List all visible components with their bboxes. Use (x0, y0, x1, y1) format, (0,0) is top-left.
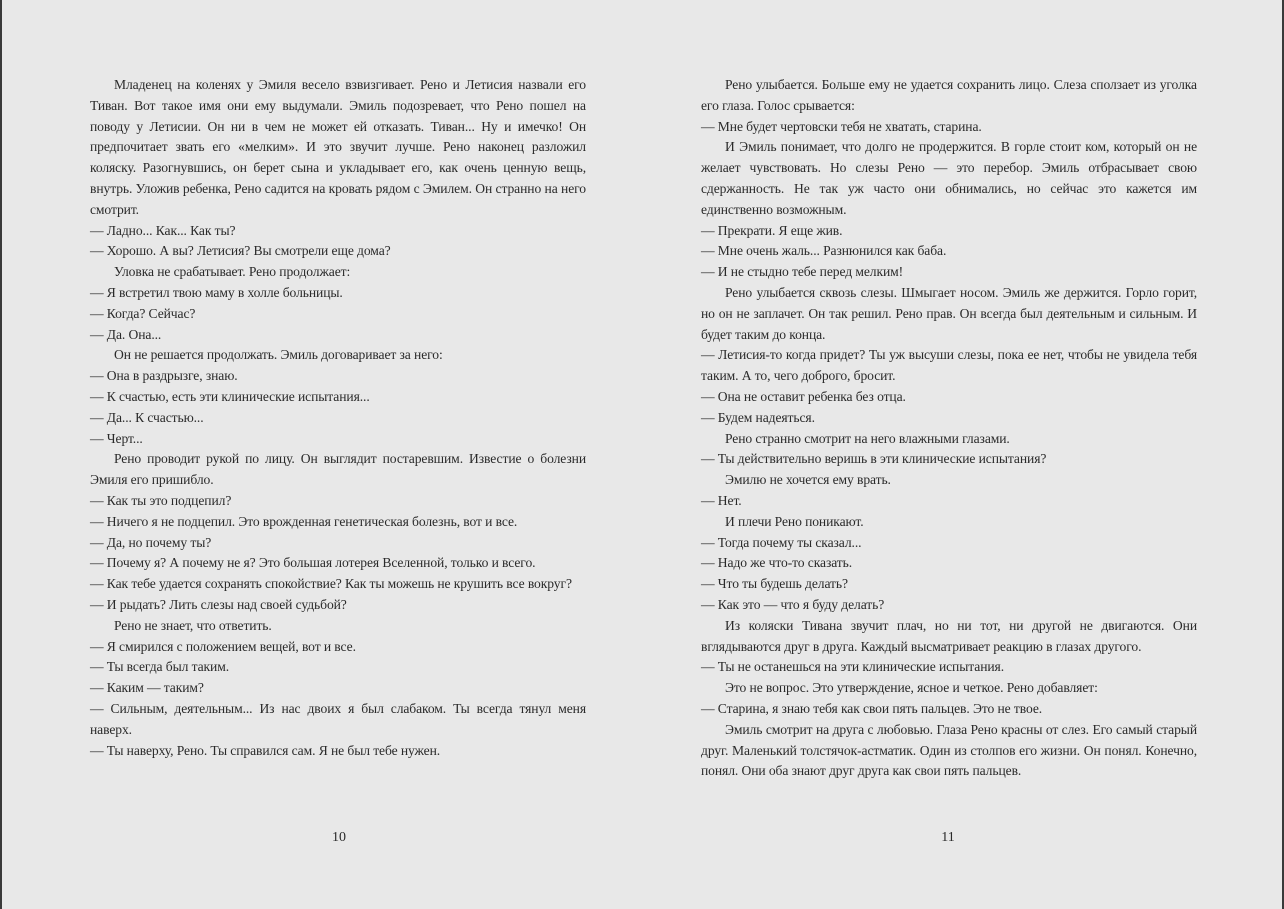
dialogue-line: — Да... К счастью... (90, 409, 204, 425)
dialogue-line: — Ничего я не подцепил. Это врожденная генетическая болезнь, вот и все. (90, 513, 518, 529)
dialogue-line: — Да. Она... (90, 326, 162, 342)
dialogue-line: — Каким — таким? (90, 680, 204, 696)
dialogue-line: — Ты наверху, Рено. Ты справился сам. Я не был тебе нужен. (90, 742, 441, 758)
paragraph: Из коляски Тивана звучит плач, но ни тот, ни другой не двигаются. Они вглядываются друг в друга. Каждый высматривает реакцию в глазах другого. (701, 617, 1197, 654)
dialogue-line: — И рыдать? Лить слезы над своей судьбой? (90, 596, 347, 612)
dialogue-line: — Когда? Сейчас? (90, 305, 196, 321)
dialogue-line: — Я смирился с положением вещей, вот и все. (90, 638, 356, 654)
dialogue-line: — Черт... (90, 430, 143, 446)
dialogue-line: — Летисия-то когда придет? Ты уж высуши слезы, пока ее нет, чтобы не увидела тебя таким. А то, чего доброго, бросит. (701, 347, 1197, 384)
paragraph: Рено улыбается. Больше ему не удается сохранить лицо. Слеза сползает из уголка его глаза. Голос срывается: (701, 77, 1197, 113)
dialogue-line: — Хорошо. А вы? Летисия? Вы смотрели еще дома? (90, 243, 391, 259)
paragraph: Рено странно смотрит на него влажными глазами. (725, 430, 1010, 446)
dialogue-line: — Сильным, деятельным... Из нас двоих я был слабаком. Ты всегда тянул меня наверх. (90, 700, 586, 737)
right-page-text (701, 75, 1197, 782)
paragraph: Рено улыбается сквозь слезы. Шмыгает носом. Эмиль же держится. Горло горит, но он не заплачет. Он так решил. Рено прав. Он всегда был деятельным и сильным. И будет таким до конца. (701, 284, 1197, 342)
dialogue-line: — Ладно... Как... Как ты? (90, 222, 236, 238)
paragraph: Рено не знает, что ответить. (114, 617, 272, 633)
dialogue-line: — Ты действительно веришь в эти клинические испытания? (701, 451, 1047, 467)
dialogue-line: — Да, но почему ты? (90, 534, 212, 550)
dialogue-line: — Будем надеяться. (701, 409, 815, 425)
dialogue-line: — Мне очень жаль... Разнюнился как баба. (701, 243, 947, 259)
right-page (642, 0, 1284, 909)
dialogue-line: — Она в раздрызге, знаю. (90, 368, 238, 384)
dialogue-line: — Как ты это подцепил? (90, 492, 232, 508)
paragraph: Уловка не срабатывает. Рено продолжает: (114, 264, 351, 280)
dialogue-line: — Я встретил твою маму в холле больницы. (90, 284, 343, 300)
dialogue-line: — Как тебе удается сохранять спокойствие? Как ты можешь не крушить все вокруг? (90, 576, 572, 592)
paragraph: Рено проводит рукой по лицу. Он выглядит постаревшим. Известие о болезни Эмиля его пришибло. (90, 451, 586, 488)
dialogue-line: — Ты всегда был таким. (90, 659, 230, 675)
paragraph: Он не решается продолжать. Эмиль договаривает за него: (114, 347, 443, 363)
dialogue-line: — Нет. (701, 492, 742, 508)
paragraph: И плечи Рено поникают. (725, 513, 864, 529)
paragraph: Это не вопрос. Это утверждение, ясное и четкое. Рено добавляет: (725, 680, 1098, 696)
dialogue-line: — Надо же что-то сказать. (701, 555, 853, 571)
dialogue-line: — И не стыдно тебе перед мелким! (701, 264, 904, 280)
dialogue-line: — Как это — что я буду делать? (701, 596, 885, 612)
dialogue-line: — Тогда почему ты сказал... (701, 534, 862, 550)
dialogue-line: — К счастью, есть эти клинические испытания... (90, 388, 370, 404)
dialogue-line: — Ты не останешься на эти клинические испытания. (701, 659, 1005, 675)
paragraph: Младенец на коленях у Эмиля весело взвизгивает. Рено и Летисия назвали его Тиван. Вот такое имя они ему выдумали. Эмиль подозревает, что Рено пошел на поводу у Летисии. Он ни в чем не может ей отказать. Тиван... Ну и имечко! Он предпочитает звать его «мелким». И это звучит лучше. Рено наконец разложил коляску. Разогнувшись, он берет сына и укладывает его, как очень ценную вещь, внутрь. Уложив ребенка, Рено садится на кровать рядом с Эмилем. Он странно на него смотрит. (90, 77, 586, 217)
paragraph: И Эмиль понимает, что долго не продержится. В горле стоит ком, который он не желает чувствовать. Но слезы Рено — это перебор. Эмиль отбрасывает свою сдержанность. Не так уж часто они обнимались, но сейчас это кажется им единственно возможным. (701, 139, 1197, 217)
page-number-left: 10 (332, 830, 346, 845)
left-page-text (90, 75, 586, 761)
page-number-right: 11 (941, 830, 955, 845)
paragraph: Эмилю не хочется ему врать. (725, 472, 891, 488)
dialogue-line: — Старина, я знаю тебя как свои пять пальцев. Это не твое. (701, 700, 1043, 716)
dialogue-line: — Мне будет чертовски тебя не хватать, старина. (701, 118, 982, 134)
dialogue-line: — Прекрати. Я еще жив. (701, 222, 843, 238)
paragraph: Эмиль смотрит на друга с любовью. Глаза Рено красны от слез. Его самый старый друг. Маленький толстячок-астматик. Один из столпов его жизни. Он понял. Конечно, понял. Они оба знают друг друга как свои пять пальцев. (701, 721, 1197, 779)
dialogue-line: — Она не оставит ребенка без отца. (701, 388, 906, 404)
dialogue-line: — Почему я? А почему не я? Это большая лотерея Вселенной, только и всего. (90, 555, 536, 571)
dialogue-line: — Что ты будешь делать? (701, 576, 848, 592)
